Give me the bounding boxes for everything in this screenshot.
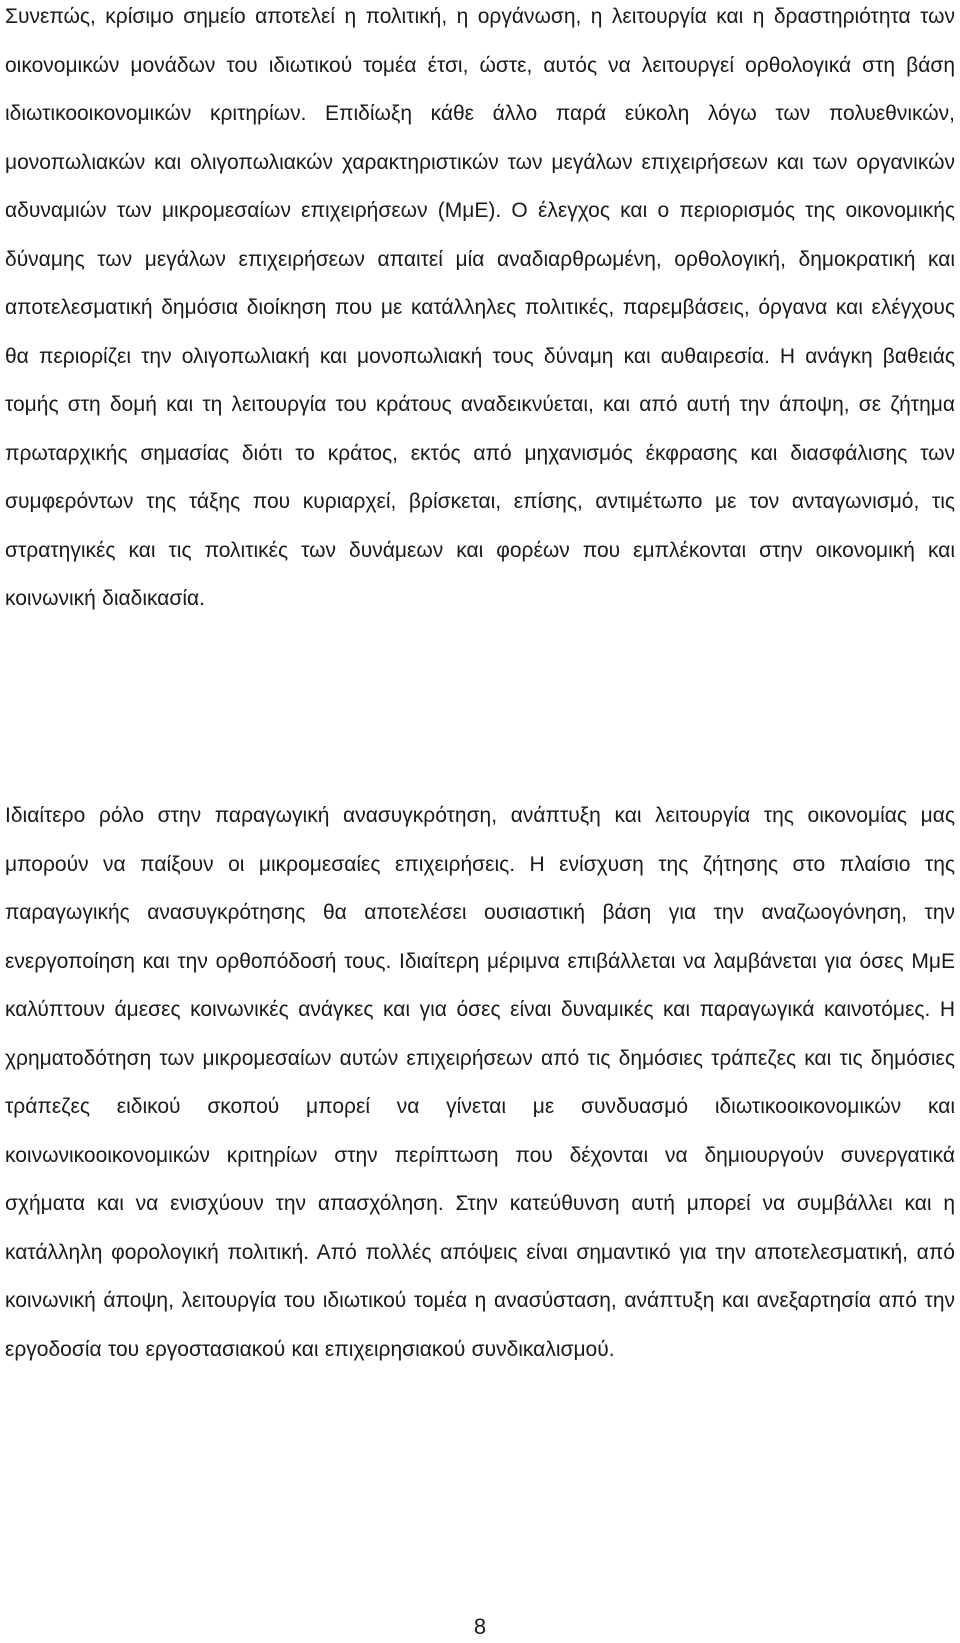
body-paragraph-1: Συνεπώς, κρίσιμο σημείο αποτελεί η πολιτική, η οργάνωση, η λειτουργία και η δραστηριότητα των οικονομικών μονάδων του ιδιωτικού τομέα έτσι, ώστε, αυτός να λειτουργεί ορθολογικά στη βάση ιδιωτικοοικονομικών κριτηρίων. Επιδίωξη κάθε άλλο παρά εύκολη λόγω των πολυεθνικών, μονοπωλιακών και ολιγοπωλιακών χαρακτηριστικών των μεγάλων επιχειρήσεων και των οργανικών αδυναμιών των μικρομεσαίων επιχειρήσεων (ΜμΕ). Ο έλεγχος και ο περιορισμός της οικονομικής δύναμης των μεγάλων επιχειρήσεων απαιτεί μία αναδιαρθρωμένη, ορθολογική, δημοκρατική και αποτελεσματική δημόσια διοίκηση που με κατάλληλες πολιτικές, παρεμβάσεις, όργανα και ελέγχους θα περιορίζει την ολιγοπωλιακή και μονοπωλιακή τους δύναμη και αυθαιρεσία. Η ανάγκη βαθειάς τομής στη δομή και τη λειτουργία του κράτους αναδεικνύεται, και από αυτή την άποψη, σε ζήτημα πρωταρχικής σημασίας διότι το κράτος, εκτός από μηχανισμός έκφρασης και διασφάλισης των συμφερόντων της τάξης που κυριαρχεί, βρίσκεται, επίσης, αντιμέτωπο με τον ανταγωνισμό, τις στρατηγικές και τις πολιτικές των δυνάμεων και φορέων που εμπλέκονται στην οικονομική και κοινωνική διαδικασία. [5, 5, 955, 610]
page-number: 8 [473, 1614, 487, 1639]
body-paragraph-2: Ιδιαίτερο ρόλο στην παραγωγική ανασυγκρότηση, ανάπτυξη και λειτουργία της οικονομίας μας μπορούν να παίξουν οι μικρομεσαίες επιχειρήσεις. Η ενίσχυση της ζήτησης στο πλαίσιο της παραγωγικής ανασυγκρότησης θα αποτελέσει ουσιαστική βάση για την αναζωογόνηση, την ενεργοποίηση και την ορθοπόδοσή τους. Ιδιαίτερη μέριμνα επιβάλλεται να λαμβάνεται για όσες ΜμΕ καλύπτουν άμεσες κοινωνικές ανάγκες και για όσες είναι δυναμικές και παραγωγικά καινοτόμες. Η χρηματοδότηση των μικρομεσαίων αυτών επιχειρήσεων από τις δημόσιες τράπεζες και τις δημόσιες τράπεζες ειδικού σκοπού μπορεί να γίνεται με συνδυασμό ιδιωτικοοικονομικών και κοινωνικοοικονομικών κριτηρίων στην περίπτωση που δέχονται να δημιουργούν συνεργατικά σχήματα και να ενισχύουν την απασχόληση. Στην κατεύθυνση αυτή μπορεί να συμβάλλει και η κατάλληλη φορολογική πολιτική. Από πολλές απόψεις είναι σημαντικό για την αποτελεσματική, από κοινωνική άποψη, λειτουργία του ιδιωτικού τομέα η ανασύσταση, ανάπτυξη και ανεξαρτησία από την εργοδοσία του εργοστασιακού και επιχειρησιακού συνδικαλισμού. [5, 804, 955, 1361]
document-page [5, 0, 955, 1643]
